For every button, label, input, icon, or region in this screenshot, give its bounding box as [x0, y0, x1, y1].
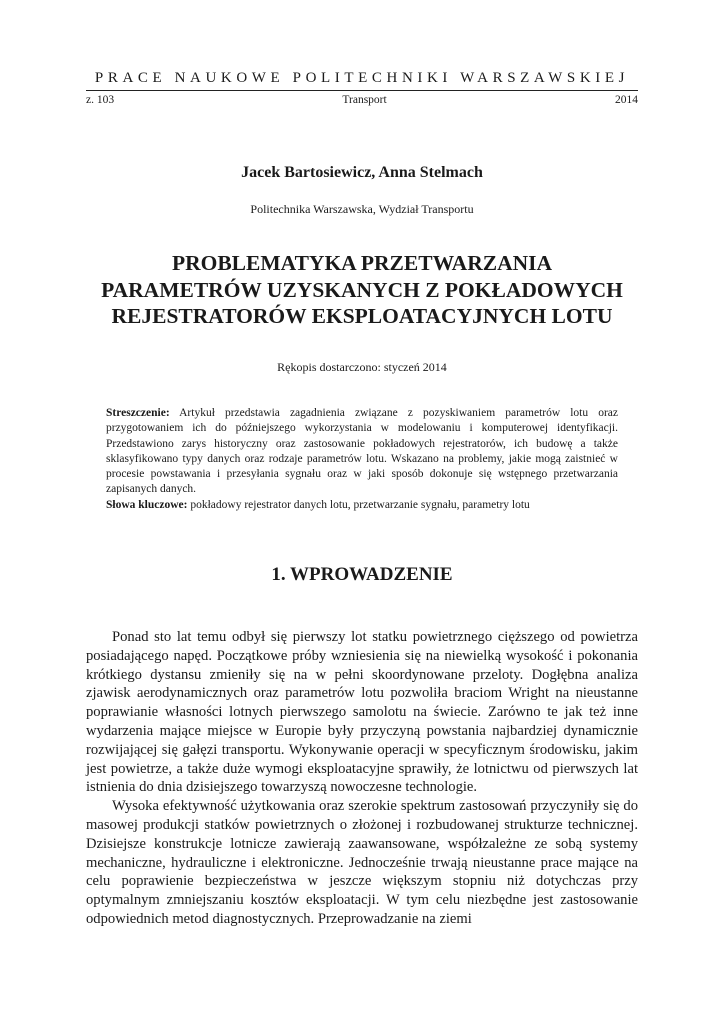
title-line: PROBLEMATYKA PRZETWARZANIA [171, 251, 553, 275]
section-heading: 1. WPROWADZENIE [271, 564, 453, 585]
abstract [106, 406, 618, 513]
authors: Jacek Bartosiewicz, Anna Stelmach [241, 164, 483, 181]
header-rule [86, 90, 638, 91]
publication-year: 2014 [614, 94, 638, 106]
article-title [86, 250, 638, 330]
series-title: PRACE NAUKOWE POLITECHNIKI WARSZAWSKIEJ [94, 70, 630, 86]
abstract-paragraph [106, 406, 618, 498]
keywords-paragraph [106, 498, 618, 513]
affiliation: Politechnika Warszawska, Wydział Transportu [250, 202, 474, 216]
issue-number: z. 103 [86, 94, 115, 106]
section-body [86, 628, 638, 929]
keywords-label: Słowa kluczowe: [106, 498, 188, 511]
abstract-label: Streszczenie: [106, 407, 170, 419]
abstract-text: Artykuł przedstawia zagadnienia związane z pozyskiwaniem parametrów lotu oraz przygotowaniem ich do późniejszego wykorzystania w modelowaniu i komputerowej identyfikacji. Przedstawiono zarys historyczny oraz zastosowanie pokładowych rejestratorów, ich budowę a także sklasyfikowano typy danych oraz rodzaje parametrów lotu. Wskazano na problemy, jakie mogą zaistnieć w procesie powstawania i przesyłania sygnału oraz w jaki sposób dokonuje się wstępnego przetwarzania zapisanych danych. [106, 407, 618, 496]
keywords-text: pokładowy rejestrator danych lotu, przetwarzanie sygnału, parametry lotu [190, 498, 530, 511]
body-paragraph: Wysoka efektywność użytkowania oraz szerokie spektrum zastosowań przyczyniły się do masowej produkcji statków powietrznych o złożonej i rozbudowanej strukturze technicznej. Dzisiejsze konstrukcje lotnicze zawierają zaawansowane, współzależne ze sobą systemy mechaniczne, hydrauliczne i elektroniczne. Jednocześnie trwają nieustanne prace mające na celu poprawienie bezpieczeństwa w jeszcze większym stopniu niż dotychczas przy optymalnym zmniejszaniu kosztów eksploatacji. W tym celu niezbędne jest zastosowanie odpowiednich metod diagnostycznych. Przeprowadzanie na ziemi [86, 798, 638, 927]
title-line: REJESTRATORÓW EKSPLOATACYJNYCH LOTU [111, 304, 613, 328]
header-meta [86, 94, 638, 106]
body-paragraph: Ponad sto lat temu odbył się pierwszy lot statku powietrznego cięższego od powietrza posiadającego napęd. Początkowe próby wzniesienia się na niewielką wysokość i pokonania krótkiego dystansu zmieniły się na w pełni skoordynowane przeloty. Dogłębna analiza zjawisk aerodynamicznych oraz parametrów lotu pozwoliła braciom Wright na nieustanne poprawianie własności lotnych pierwszego samolotu na świecie. Zarówno te jak też inne wydarzenia mające miejsce w Europie były przyczyną powstania najbardziej dynamicznie rozwijającej się gałęzi transportu. Wykonywanie operacji w specyficznym środowisku, jakim jest powietrze, a także duże wymogi eksploatacyjne sprawiły, że lotnictwu od pierwszych lat istnienia do dnia dzisiejszego towarzyszą nowoczesne technologie. [86, 629, 638, 796]
journal-subject: Transport [342, 94, 387, 106]
received-date: Rękopis dostarczono: styczeń 2014 [277, 360, 447, 374]
title-line: PARAMETRÓW UZYSKANYCH Z POKŁADOWYCH [101, 277, 623, 302]
